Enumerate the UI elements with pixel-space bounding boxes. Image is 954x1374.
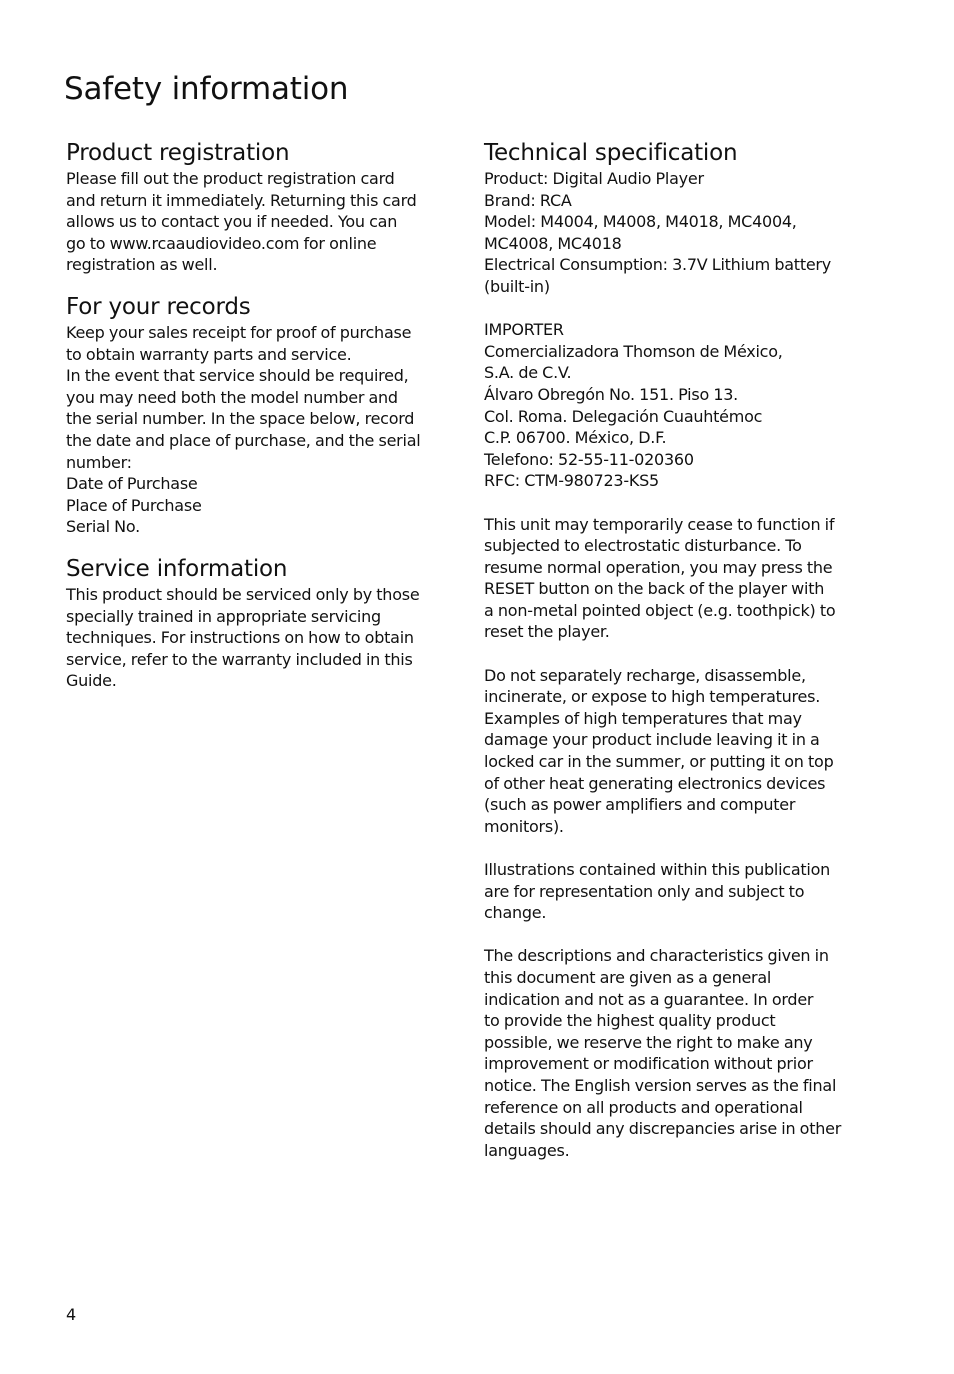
illustrations-text: Illustrations contained within this publication are for representation only and subject to change.: [484, 860, 831, 923]
esd-text: This unit may temporarily cease to function if subjected to electrostatic disturbance. To resume normal operation, you may press the RESET button on the back of the player with a non-metal pointed object (e.g. toothpick) to reset the player.: [484, 514, 836, 642]
records-text: Keep your sales receipt for proof of purchase to obtain warranty parts and service. In the event that service should be required, you may need both the model number and the serial number. In the space below, record the date and place of purchase, and the serial number: Date of Purchase Place of Purchase Serial No.: [66, 322, 421, 537]
page-number: 4: [66, 1305, 77, 1324]
technical-specification-heading: Technical specification: [484, 140, 738, 166]
service-heading: Service information: [66, 555, 288, 582]
records-section: [66, 292, 461, 538]
records-heading: For your records: [66, 293, 251, 320]
product-registration-text: Please fill out the product registration card and return it immediately. Returning this card allows us to contact you if needed. You can go to www.rcaaudiovideo.com for online registration as well.: [66, 169, 417, 275]
service-text: This product should be serviced only by those specially trained in appropriate servicing techniques. For instructions on how to obtain service, refer to the warranty included in this Guide.: [66, 584, 420, 691]
disclaimer-text: The descriptions and characteristics given in this document are given as a general indication and not as a guarantee. In order to provide the highest quality product possible, we reserve the right to make any improvement or modification without prior notice. The English version serves as the final reference on all products and operational details should any discrepancies arise in other languages.: [484, 946, 842, 1160]
left-column: [66, 138, 461, 692]
product-registration-heading: Product registration: [66, 140, 290, 166]
importer-text: IMPORTER Comercializadora Thomson de México, S.A. de C.V. Álvaro Obregón No. 151. Piso 13. Col. Roma. Delegación Cuauhtémoc C.P. 06700. México, D.F. Telefono: 52-55-11-020360 RFC: CTM-980723-KS5: [484, 320, 783, 491]
battery-warning-text: Do not separately recharge, disassemble, incinerate, or expose to high temperatures. Examples of high temperatures that may damage your product include leaving it in a locked car in the summer, or putting it on top of other heat generating electronics devices (such as power amplifiers and computer monitors).: [484, 665, 834, 836]
page-title: Safety information: [64, 71, 349, 107]
right-column: [484, 138, 884, 1161]
spec-text: Product: Digital Audio Player Brand: RCA Model: M4004, M4008, M4018, MC4004, MC4008, MC4018 Electrical Consumption: 3.7V Lithium battery (built-in): [484, 169, 831, 296]
technical-specification-section: [484, 138, 884, 1161]
service-section: [66, 554, 461, 692]
product-registration-section: [66, 138, 461, 276]
